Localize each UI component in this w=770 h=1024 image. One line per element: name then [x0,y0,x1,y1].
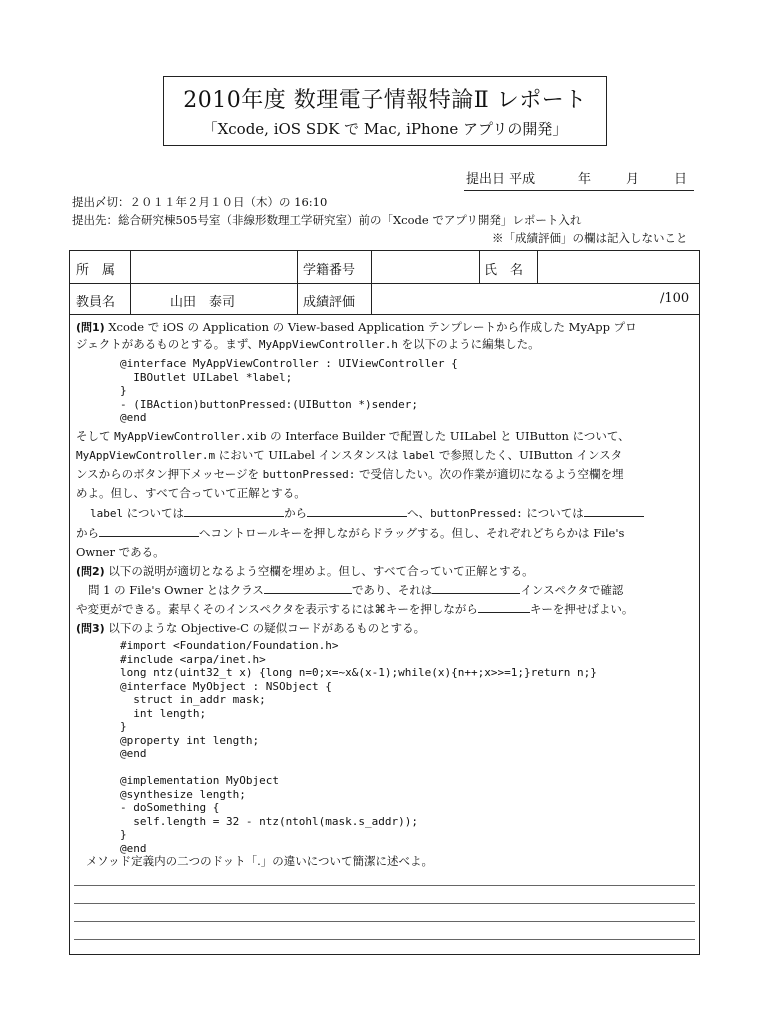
q1-line-2: ジェクトがあるものとする。まず、MyAppViewController.h を以下のように編集した。 [76,337,540,351]
q1-line-8: から へコントロールキーを押しながらドラッグする。但し、それぞれどちらかは File's [76,526,625,540]
q2-blank-3[interactable] [478,601,530,613]
q1-line-3: そして MyAppViewController.xib の Interface Builder で配置した UILabel と UIButton について、 [76,429,630,443]
q2-blank-1[interactable] [264,582,352,594]
q1-line-6: めよ。但し、すべて合っていて正解とする。 [76,486,306,500]
table-col-divider [537,251,538,283]
table-col-divider [479,251,480,283]
q1-line-1: (問1) Xcode で iOS の Application の View-based Application テンプレートから作成した MyApp プロ [76,320,637,334]
grade-max: /100 [660,291,690,306]
q1-line-7: label については から へ、buttonPressed: については [90,505,644,522]
answer-line[interactable] [74,921,695,922]
q3-code-block: #import <Foundation/Foundation.h> #include <arpa/inet.h> long ntz(uint32_t x) {long n=0;x=~x&(x-1);while(x){n++;x>>=1;}return n;} @interface MyObject : NSObject { struct in_addr mask; int length; } @property int length; @end @implementation MyObject @synthesize length; - doSomething { self.length = 32 - ntz(ntohl(mask.s_addr)); } @end [120,639,597,855]
student-id-label: 学籍番号 [303,263,356,278]
destination-text: 提出先：総合研究棟505号室（非線形数理工学研究室）前の「Xcode でアプリ開発」レポート入れ [72,213,582,227]
q1-blank-2[interactable] [307,505,407,517]
q2-number: (問2) [76,565,105,578]
answer-line[interactable] [74,939,695,940]
answer-line[interactable] [74,885,695,886]
name-field[interactable] [541,255,695,279]
q3-prompt: メソッド定義内の二つのドット「.」の違いについて簡潔に述べよ。 [86,854,434,868]
grade-label: 成績評価 [303,295,356,310]
year-label: 年 [578,172,592,187]
q3-line-1: (問3) 以下のような Objective-C の疑似コードがあるものとする。 [76,621,426,635]
deadline-text: 提出〆切：２０１１年２月１０日（木）の 16:10 [72,195,328,209]
report-subtitle: 「Xcode, iOS SDK で Mac, iPhone アプリの開発」 [202,120,568,138]
date-label: 提出日 平成 [466,172,536,187]
table-row-divider [70,283,699,284]
q1-blank-1[interactable] [184,505,284,517]
questions-box [69,315,700,955]
student-info-table [69,250,700,315]
report-title-box [163,76,607,146]
q3-number: (問3) [76,622,105,635]
q1-line-9: Owner である。 [76,545,165,559]
q2-blank-2[interactable] [432,582,520,594]
report-title: 2010年度 数理電子情報特論Ⅱ レポート [183,88,587,113]
q1-line-5: ンスからのボタン押下メッセージを buttonPressed: で受信したい。次の作業が適切になるよう空欄を埋 [76,467,624,481]
q1-number: (問1) [76,321,105,334]
affiliation-field[interactable] [134,255,294,279]
submission-date-line [464,168,694,191]
q1-line-4: MyAppViewController.m において UILabel インスタンスは label で参照したく、UIButton インスタ [76,448,623,462]
teacher-label: 教員名 [76,295,116,310]
q2-line-2: 問 1 の File's Owner とはクラス であり、それは インスペクタで確認 [88,583,624,597]
table-col-divider [297,251,298,314]
day-label: 日 [674,172,688,187]
q1-blank-4[interactable] [99,525,199,537]
q2-line-1: (問2) 以下の説明が適切となるよう空欄を埋めよ。但し、すべて合っていて正解とする。 [76,564,534,578]
month-label: 月 [626,172,640,187]
q2-line-3: や変更ができる。素早くそのインスペクタを表示するには⌘キーを押しながら キーを押せばよい。 [76,602,634,616]
table-col-divider [130,251,131,314]
affiliation-label: 所 属 [76,263,116,278]
student-id-field[interactable] [375,255,475,279]
grade-note: ※「成績評価」の欄は記入しないこと [492,231,688,245]
answer-line[interactable] [74,903,695,904]
q1-blank-3[interactable] [584,505,644,517]
name-label: 氏 名 [484,263,524,278]
q1-code-block: @interface MyAppViewController : UIViewController { IBOutlet UILabel *label; } - (IBAction)buttonPressed:(UIButton *)sender; @end [120,357,458,424]
table-col-divider [371,251,372,314]
teacher-name: 山田 泰司 [170,295,236,310]
